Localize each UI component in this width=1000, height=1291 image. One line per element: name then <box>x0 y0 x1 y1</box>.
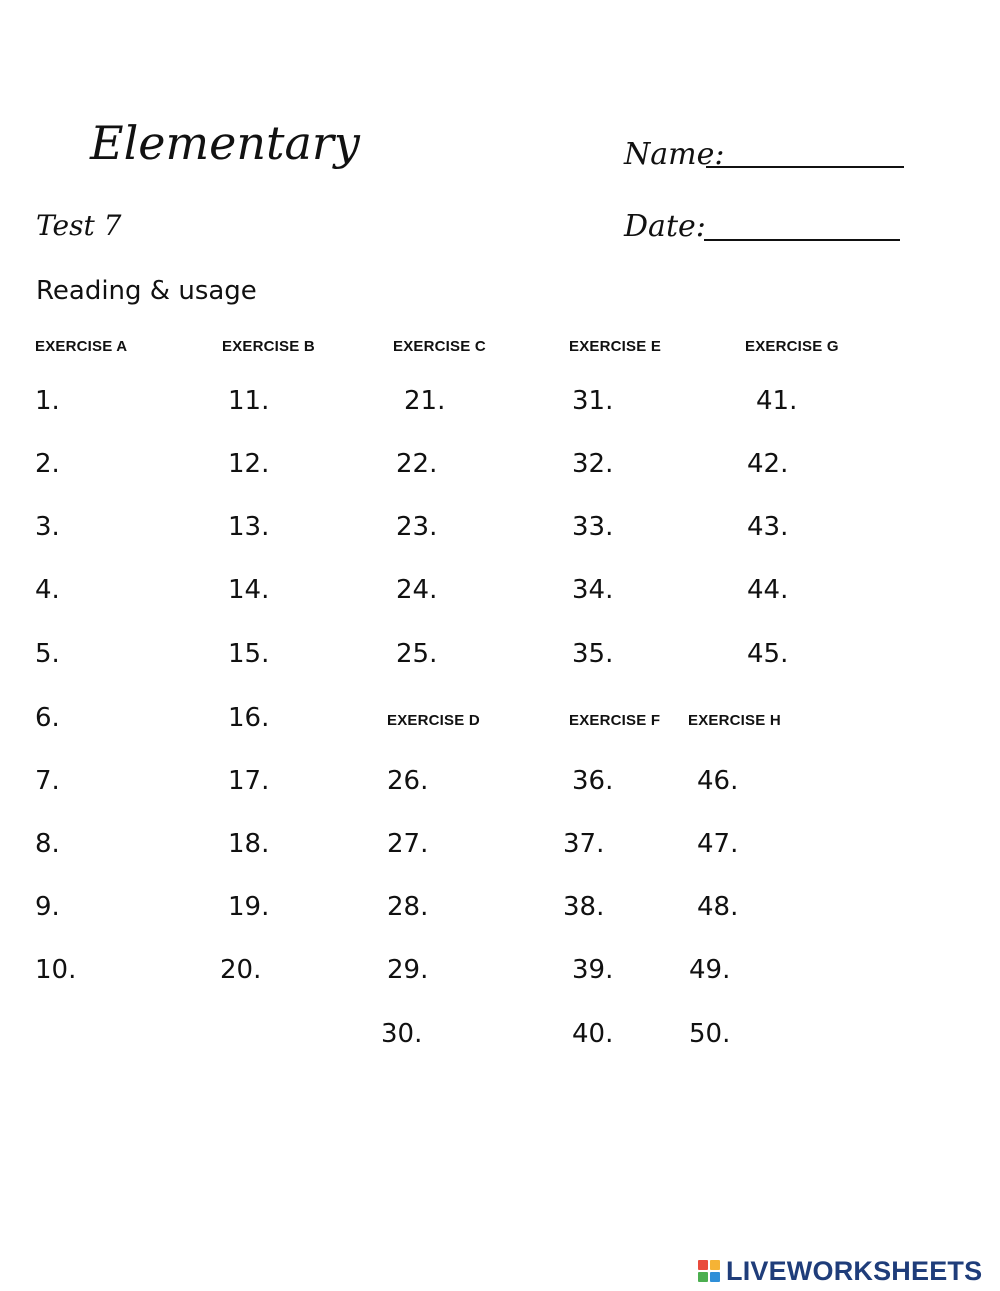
exercise-b-heading: EXERCISE B <box>222 338 315 355</box>
answer-number: 20. <box>220 955 262 985</box>
exercise-a-heading: EXERCISE A <box>35 338 128 355</box>
exercise-e-heading: EXERCISE E <box>569 338 662 355</box>
answer-number: 25. <box>396 639 438 669</box>
answer-number: 22. <box>396 449 438 479</box>
answer-number: 28. <box>387 892 429 922</box>
answer-number: 5. <box>35 639 60 669</box>
worksheet-title: Elementary <box>90 116 360 170</box>
name-label: Name: <box>624 137 725 172</box>
name-field[interactable] <box>706 166 904 168</box>
answer-number: 13. <box>228 512 270 542</box>
answer-number: 1. <box>35 386 60 416</box>
answer-number: 9. <box>35 892 60 922</box>
exercise-g-heading: EXERCISE G <box>745 338 839 355</box>
answer-number: 3. <box>35 512 60 542</box>
answer-number: 42. <box>747 449 789 479</box>
answer-number: 43. <box>747 512 789 542</box>
answer-number: 15. <box>228 639 270 669</box>
answer-number: 31. <box>572 386 614 416</box>
answer-number: 48. <box>697 892 739 922</box>
answer-number: 24. <box>396 575 438 605</box>
section-title: Reading & usage <box>36 276 257 306</box>
answer-number: 50. <box>689 1019 731 1049</box>
exercise-h-heading: EXERCISE H <box>688 712 781 729</box>
logo-block <box>698 1272 708 1282</box>
answer-number: 44. <box>747 575 789 605</box>
test-label: Test 7 <box>36 209 122 242</box>
exercise-f-heading: EXERCISE F <box>569 712 661 729</box>
date-label: Date: <box>624 209 706 244</box>
logo-block <box>710 1260 720 1270</box>
answer-number: 10. <box>35 955 77 985</box>
answer-number: 46. <box>697 766 739 796</box>
answer-number: 38. <box>563 892 605 922</box>
answer-number: 12. <box>228 449 270 479</box>
answer-number: 26. <box>387 766 429 796</box>
answer-number: 30. <box>381 1019 423 1049</box>
answer-number: 34. <box>572 575 614 605</box>
answer-number: 45. <box>747 639 789 669</box>
answer-number: 16. <box>228 703 270 733</box>
answer-number: 21. <box>404 386 446 416</box>
answer-number: 32. <box>572 449 614 479</box>
answer-number: 17. <box>228 766 270 796</box>
logo-block <box>710 1272 720 1282</box>
answer-number: 11. <box>228 386 270 416</box>
logo-block <box>698 1260 708 1270</box>
answer-number: 23. <box>396 512 438 542</box>
answer-number: 47. <box>697 829 739 859</box>
date-field[interactable] <box>704 239 900 241</box>
exercise-c-heading: EXERCISE C <box>393 338 486 355</box>
answer-number: 36. <box>572 766 614 796</box>
answer-number: 27. <box>387 829 429 859</box>
answer-number: 6. <box>35 703 60 733</box>
brand-name: LIVEWORKSHEETS <box>726 1255 983 1286</box>
answer-number: 35. <box>572 639 614 669</box>
exercise-d-heading: EXERCISE D <box>387 712 480 729</box>
answer-number: 39. <box>572 955 614 985</box>
answer-number: 40. <box>572 1019 614 1049</box>
answer-number: 4. <box>35 575 60 605</box>
answer-number: 19. <box>228 892 270 922</box>
answer-number: 37. <box>563 829 605 859</box>
logo-blocks-icon <box>698 1260 720 1282</box>
answer-number: 29. <box>387 955 429 985</box>
answer-number: 14. <box>228 575 270 605</box>
answer-number: 2. <box>35 449 60 479</box>
liveworksheets-logo <box>698 1255 983 1286</box>
answer-number: 18. <box>228 829 270 859</box>
answer-number: 33. <box>572 512 614 542</box>
answer-number: 49. <box>689 955 731 985</box>
answer-number: 8. <box>35 829 60 859</box>
answer-number: 7. <box>35 766 60 796</box>
answer-number: 41. <box>756 386 798 416</box>
